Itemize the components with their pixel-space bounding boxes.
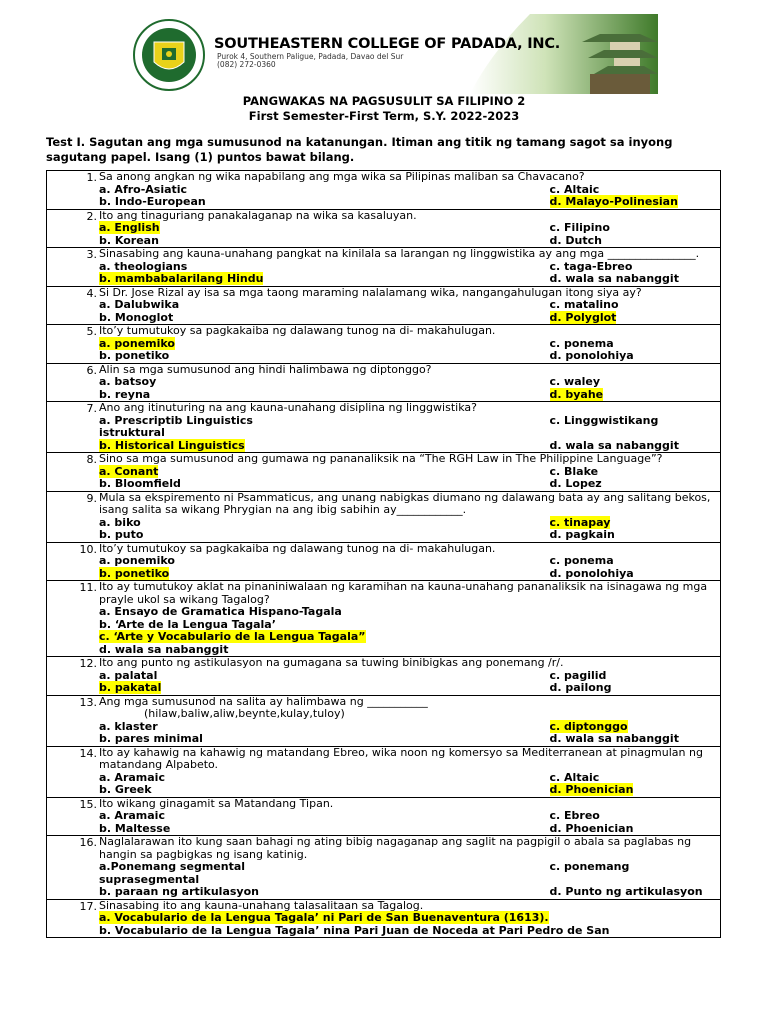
question-number: 2. — [86, 209, 97, 223]
question-stem: Si Dr. Jose Rizal ay isa sa mga taong maraming nalalamang wika, nangangahulugan itong siya ay? — [99, 285, 642, 299]
option-d — [410, 784, 721, 797]
question-stem: Ito ay tumutukoy aklat na pinaniniwalaan ng karamihan na kauna-unahang pananaliksik na isinagawa ng mga prayle ukol sa wikang Tagalog? — [99, 580, 708, 606]
question-row — [47, 797, 721, 836]
answer-highlight: d. Malayo-Polinesian — [549, 195, 678, 208]
option-d — [410, 312, 721, 325]
option-c: c. Filipino — [549, 221, 610, 234]
answer-highlight: b. pakatal — [99, 681, 162, 694]
answer-highlight: d. Polyglot — [549, 310, 617, 324]
option-c: c. Linggwistikang — [549, 413, 659, 427]
option-a: a. Afro-Asiatic — [99, 182, 188, 196]
option-c: c. Ebreo — [549, 809, 600, 822]
option-a: a. Prescriptib Linguistics — [99, 413, 253, 427]
school-name: SOUTHEASTERN COLLEGE OF PADADA, INC. — [214, 36, 561, 52]
question-row — [47, 402, 721, 453]
option-b: b. Greek — [99, 783, 152, 796]
option-a: a. palatal — [99, 668, 158, 682]
question-stem: Sinasabing ito ang kauna-unahang talasalitaan sa Tagalog. — [99, 898, 424, 912]
answer-highlight: a. English — [99, 221, 160, 234]
option-a: a. batsoy — [99, 375, 157, 388]
option-d: d. Dutch — [549, 233, 602, 247]
question-stem: Ito ang tinaguriang panakalaganap na wika sa kasaluyan. — [99, 208, 417, 222]
option-d: d. wala sa nabanggit — [549, 438, 679, 452]
option-d — [410, 389, 721, 402]
option-d: d. Phoenician — [549, 821, 634, 835]
option-a — [99, 912, 720, 925]
answer-highlight: d. Phoenician — [549, 783, 634, 796]
option-c — [99, 631, 720, 644]
answer-highlight: a. Conant — [99, 464, 159, 478]
question-stem: Ang mga sumusunod na salita ay halimbawa ng ___________ — [99, 694, 428, 708]
option-c: c. ponema — [549, 554, 614, 567]
question-row — [47, 453, 721, 492]
question-row — [47, 695, 721, 746]
option-d: d. Lopez — [549, 477, 602, 490]
option-b: b. Maltesse — [99, 821, 171, 835]
address-line: Purok 4, Southern Paligue, Padada, Davao del Sur — [217, 52, 404, 61]
question-row — [47, 209, 721, 248]
question-stem: Ito ang punto ng astikulasyon na gumagana sa tuwing binibigkas ang ponemang /r/. — [99, 656, 564, 669]
option-b: b. ponetiko — [99, 349, 170, 362]
option-a: a.Ponemang segmental — [99, 860, 246, 873]
option-b: b. puto — [99, 528, 144, 541]
exam-term: First Semester-First Term, S.Y. 2022-2023 — [248, 109, 520, 123]
option-a: a. theologians — [99, 259, 188, 273]
option-a: a. klaster — [99, 719, 158, 733]
option-a — [99, 222, 410, 235]
question-row — [47, 171, 721, 210]
option-c: c. ponemang — [549, 860, 630, 873]
option-a-continued: suprasegmental — [99, 872, 200, 886]
question-row — [47, 581, 721, 657]
question-row — [47, 325, 721, 364]
option-d: d. ponolohiya — [549, 566, 634, 580]
question-number: 16. — [79, 836, 97, 849]
question-number: 4. — [86, 286, 97, 300]
answer-highlight: b. Historical Linguistics — [99, 438, 245, 452]
question-row — [47, 286, 721, 325]
question-number: 1. — [86, 171, 97, 184]
option-a: a. Aramaic — [99, 809, 165, 822]
question-stem: Ito’y tumutukoy sa pagkakaiba ng dalawang tunog na di- makahulugan. — [99, 541, 496, 555]
option-c-continued: istruktural — [99, 426, 165, 439]
option-d: d. wala sa nabanggit — [99, 642, 229, 656]
question-number: 7. — [86, 402, 97, 415]
option-b: b. reyna — [99, 387, 151, 401]
question-stem: Ito wikang ginagamit sa Matandang Tipan. — [99, 796, 334, 810]
question-stem: Ito’y tumutukoy sa pagkakaiba ng dalawang tunog na di- makahulugan. — [99, 324, 496, 337]
question-number: 8. — [86, 453, 97, 466]
question-number: 5. — [86, 325, 97, 338]
option-c: c. taga-Ebreo — [549, 259, 633, 273]
answer-highlight: b. ponetiko — [99, 566, 170, 580]
option-c: c. Altaic — [549, 770, 600, 784]
school-address — [217, 53, 403, 69]
question-number: 6. — [86, 363, 97, 377]
option-a: a. ponemiko — [99, 554, 175, 567]
option-b: b. paraan ng artikulasyon — [99, 885, 259, 898]
exam-title: PANGWAKAS NA PAGSUSULIT SA FILIPINO 2 — [242, 94, 526, 108]
option-a: a. Aramaic — [99, 770, 165, 784]
option-d: d. Punto ng artikulasyon — [549, 885, 703, 898]
question-row — [47, 899, 721, 938]
option-b: b. Bloomfield — [99, 477, 181, 490]
answer-highlight: c. tinapay — [549, 515, 611, 529]
question-number: 13. — [79, 695, 97, 709]
school-logo — [132, 18, 206, 92]
answer-highlight: c. ‘Arte y Vocabulario de la Lengua Tagala” — [99, 630, 366, 643]
question-number: 12. — [79, 657, 97, 670]
question-row — [47, 363, 721, 402]
answer-highlight: a. Vocabulario de la Lengua Tagala’ ni Pari de San Buenaventura (1613). — [99, 911, 549, 924]
option-a: a. biko — [99, 515, 141, 529]
test-instructions: Test I. Sagutan ang mga sumusunod na katanungan. Itiman ang titik ng tamang sagot sa inyong sagutang papel. Isang (1) puntos bawat bilang. — [46, 135, 673, 164]
answer-highlight: d. byahe — [549, 387, 604, 401]
question-table — [46, 170, 721, 938]
option-b: b. Monoglot — [99, 310, 174, 324]
option-c: c. pagilid — [549, 668, 607, 682]
question-number: 11. — [79, 581, 97, 594]
question-row — [47, 657, 721, 696]
phone-line: (082) 272-0360 — [217, 60, 276, 69]
question-stem: Mula sa ekspiremento ni Psammaticus, ang unang nabigkas diumano ng dalawang bata ay ang salitang bekos, isang salita sa wikang Phrygian na ang ibig sabihin ay____________. — [99, 490, 711, 516]
option-d: d. wala sa nabanggit — [549, 732, 679, 745]
answer-highlight: c. diptonggo — [549, 719, 628, 733]
option-b — [99, 440, 410, 453]
pagoda-header-image — [470, 14, 658, 94]
option-c: c. matalino — [549, 298, 619, 311]
option-b — [99, 682, 410, 695]
question-number: 3. — [86, 248, 97, 261]
answer-highlight: a. ponemiko — [99, 336, 175, 350]
option-d: d. ponolohiya — [549, 349, 634, 362]
question-number: 14. — [79, 746, 97, 760]
answer-highlight: b. mambabalarilang Hindu — [99, 272, 264, 285]
option-b: b. pares minimal — [99, 732, 203, 745]
option-c: c. Altaic — [549, 182, 600, 196]
option-d: d. pagkain — [549, 528, 615, 541]
option-d: d. pailong — [549, 681, 612, 694]
option-a: a. Ensayo de Gramatica Hispano-Tagala — [99, 605, 342, 618]
option-b: b. ‘Arte de la Lengua Tagala’ — [99, 617, 276, 631]
question-stem: Sa anong angkan ng wika napabilang ang mga wika sa Pilipinas maliban sa Chavacano? — [99, 170, 585, 183]
option-c: c. waley — [549, 375, 601, 388]
question-number: 17. — [79, 899, 97, 913]
question-number: 15. — [79, 797, 97, 811]
option-b: b. Indo-European — [99, 195, 206, 208]
question-stem-examples: (hilaw,baliw,aliw,beynte,kulay,tuloy) — [144, 707, 345, 720]
option-d: d. wala sa nabanggit — [549, 272, 679, 285]
question-stem: Ito ay kahawig na kahawig ng matandang Ebreo, wika noon ng komersyo sa Mediterranean at pinagmulan ng matandang Alpabeto. — [99, 745, 703, 771]
question-stem: Naglalarawan ito kung saan bahagi ng ating bibig nagaganap ang saglit na pagpigil o abala sa paglabas ng hangin sa pagbigkas ng isang katinig. — [99, 835, 692, 861]
question-row — [47, 248, 721, 287]
question-number: 10. — [79, 542, 97, 556]
question-row — [47, 836, 721, 900]
option-c: c. ponema — [549, 336, 614, 350]
question-row — [47, 746, 721, 797]
option-c: c. Blake — [549, 464, 599, 478]
option-b — [99, 568, 410, 581]
option-b: b. Vocabulario de la Lengua Tagala’ nina Pari Juan de Noceda at Pari Pedro de San — [99, 923, 610, 937]
option-d — [410, 196, 721, 209]
question-stem: Alin sa mga sumusunod ang hindi halimbawa ng diptonggo? — [99, 362, 432, 376]
question-number: 9. — [86, 491, 97, 505]
option-b: b. Korean — [99, 233, 159, 247]
question-row — [47, 491, 721, 542]
question-row — [47, 542, 721, 581]
option-a: a. Dalubwika — [99, 298, 180, 311]
option-b — [99, 273, 410, 286]
question-stem: Ano ang itinuturing na ang kauna-unahang disiplina ng linggwistika? — [99, 401, 477, 414]
question-stem: Sino sa mga sumusunod ang gumawa ng pananaliksik na “The RGH Law in The Philippine Language”? — [99, 452, 663, 465]
question-stem: Sinasabing ang kauna-unahang pangkat na kinilala sa larangan ng linggwistika ay ang mga ________________. — [99, 247, 700, 260]
